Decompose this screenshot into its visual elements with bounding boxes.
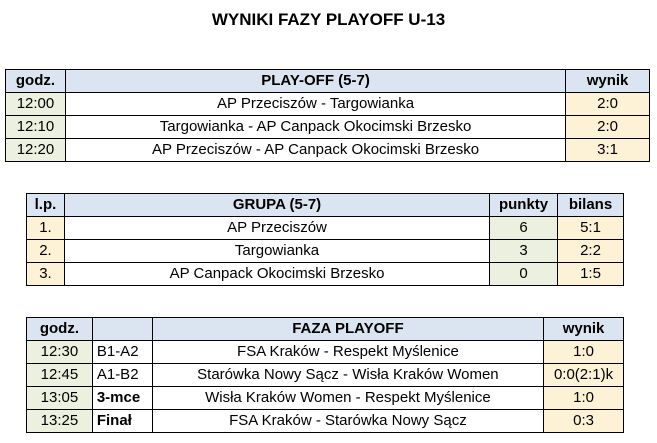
rank: 3. xyxy=(27,263,65,286)
match-result: 3:1 xyxy=(566,139,650,162)
team-name: AP Przeciszów xyxy=(64,217,489,240)
table-row xyxy=(27,387,624,410)
balance: 5:1 xyxy=(558,217,624,240)
match-code: 3-mce xyxy=(92,387,152,410)
table-header-row xyxy=(27,318,624,341)
header-group: GRUPA (5-7) xyxy=(64,194,489,217)
table-row xyxy=(27,217,624,240)
points: 0 xyxy=(490,263,558,286)
faza-playoff-table xyxy=(26,317,624,433)
match-result: 1:0 xyxy=(544,341,624,364)
table-row xyxy=(27,410,624,433)
match-teams: FSA Kraków - Starówka Nowy Sącz xyxy=(152,410,543,433)
header-match: PLAY-OFF (5-7) xyxy=(65,70,565,93)
match-time: 12:10 xyxy=(6,116,66,139)
match-result: 1:0 xyxy=(544,387,624,410)
header-lp: l.p. xyxy=(27,194,65,217)
match-code: A1-B2 xyxy=(92,364,152,387)
rank: 1. xyxy=(27,217,65,240)
match-code: Finał xyxy=(92,410,152,433)
match-result: 2:0 xyxy=(566,93,650,116)
match-time: 12:20 xyxy=(6,139,66,162)
table-row xyxy=(6,116,650,139)
match-teams: Starówka Nowy Sącz - Wisła Kraków Women xyxy=(152,364,543,387)
table-row xyxy=(27,364,624,387)
match-teams: FSA Kraków - Respekt Myślenice xyxy=(152,341,543,364)
match-teams: AP Przeciszów - AP Canpack Okocimski Brzesko xyxy=(65,139,565,162)
table-header-row xyxy=(27,194,624,217)
header-time: godz. xyxy=(6,70,66,93)
match-result: 0:0(2:1)k xyxy=(544,364,624,387)
match-time: 12:30 xyxy=(27,341,93,364)
table-header-row xyxy=(6,70,650,93)
header-points: punkty xyxy=(490,194,558,217)
match-time: 13:05 xyxy=(27,387,93,410)
match-time: 13:25 xyxy=(27,410,93,433)
page-title: WYNIKI FAZY PLAYOFF U-13 xyxy=(211,10,446,29)
table-row xyxy=(27,341,624,364)
match-teams: Targowianka - AP Canpack Okocimski Brzesko xyxy=(65,116,565,139)
match-result: 0:3 xyxy=(544,410,624,433)
table-row xyxy=(27,263,624,286)
header-result: wynik xyxy=(566,70,650,93)
team-name: AP Canpack Okocimski Brzesko xyxy=(64,263,489,286)
balance: 1:5 xyxy=(558,263,624,286)
table-row xyxy=(27,240,624,263)
team-name: Targowianka xyxy=(64,240,489,263)
points: 6 xyxy=(490,217,558,240)
points: 3 xyxy=(490,240,558,263)
match-teams: AP Przeciszów - Targowianka xyxy=(65,93,565,116)
group-5-7-table xyxy=(26,193,624,286)
header-code xyxy=(92,318,152,341)
table-row xyxy=(6,93,650,116)
match-time: 12:00 xyxy=(6,93,66,116)
playoff-5-7-table xyxy=(5,69,650,162)
header-phase: FAZA PLAYOFF xyxy=(152,318,543,341)
table-row xyxy=(6,139,650,162)
header-balance: bilans xyxy=(558,194,624,217)
match-time: 12:45 xyxy=(27,364,93,387)
header-result: wynik xyxy=(544,318,624,341)
rank: 2. xyxy=(27,240,65,263)
header-time: godz. xyxy=(27,318,93,341)
match-result: 2:0 xyxy=(566,116,650,139)
match-teams: Wisła Kraków Women - Respekt Myślenice xyxy=(152,387,543,410)
match-code: B1-A2 xyxy=(92,341,152,364)
balance: 2:2 xyxy=(558,240,624,263)
